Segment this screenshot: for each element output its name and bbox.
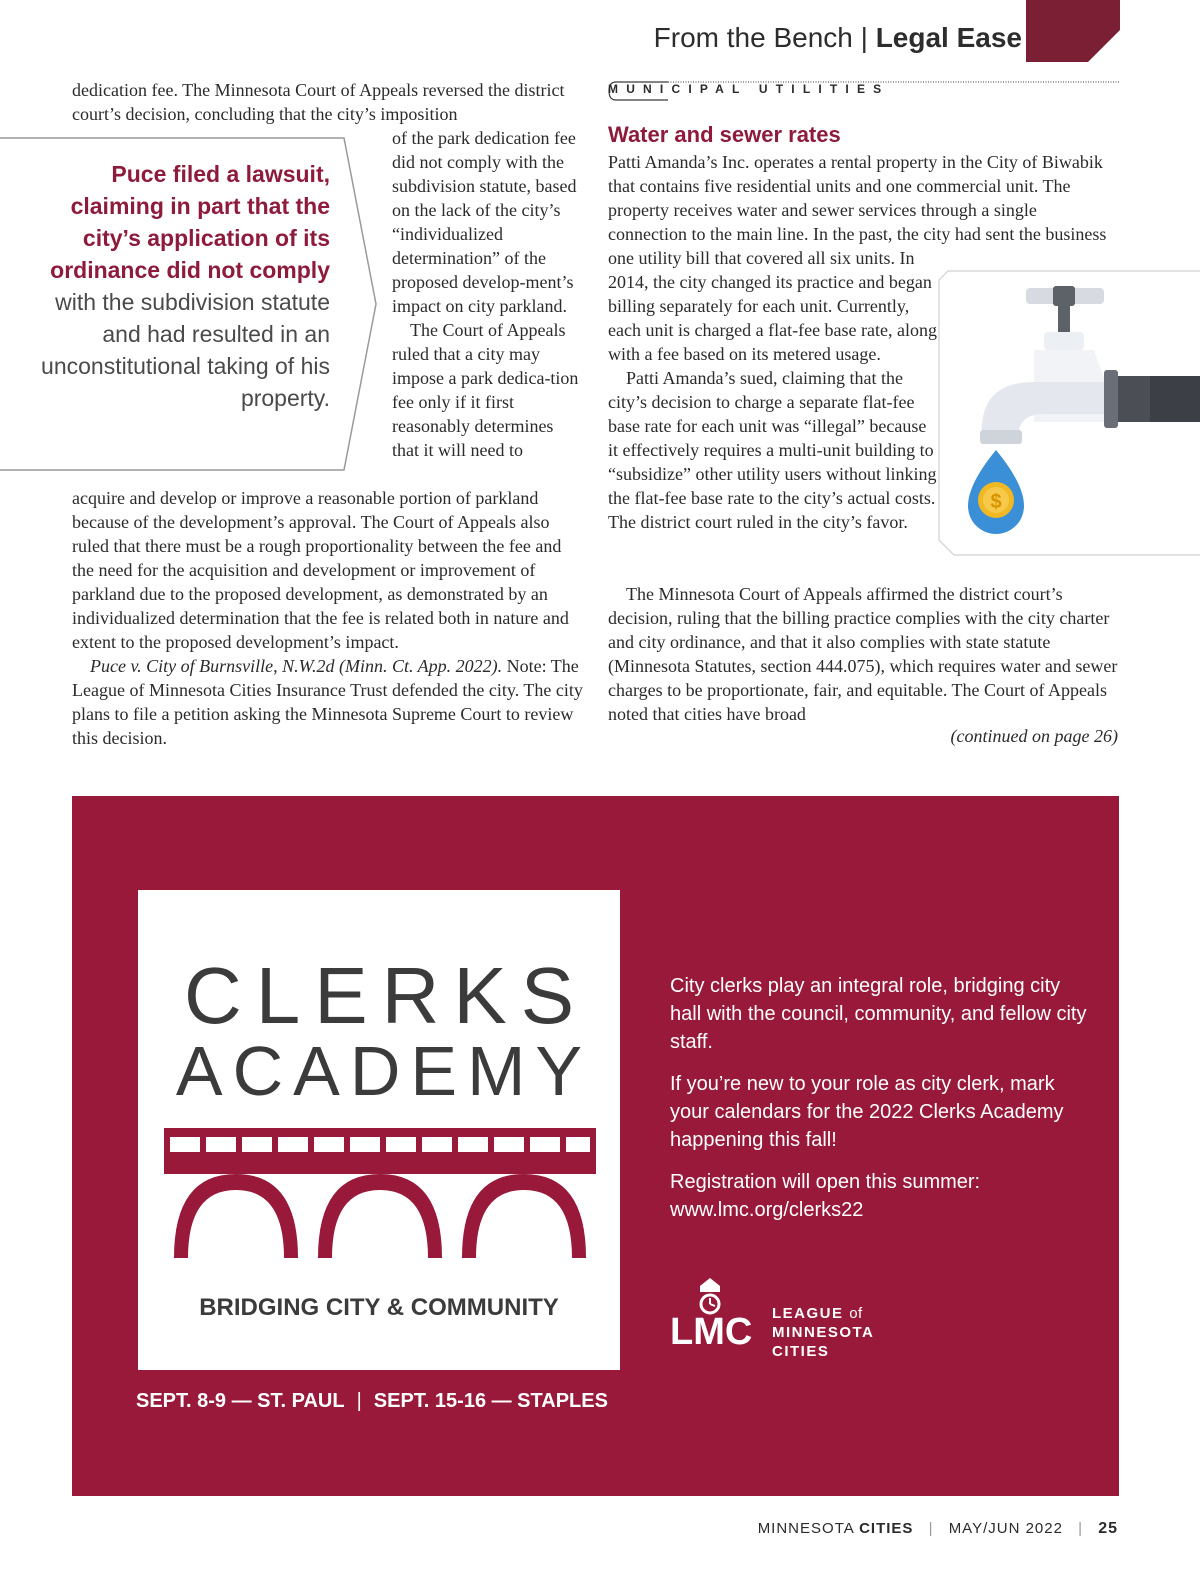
article-heading: Water and sewer rates <box>608 122 841 147</box>
article-right-bottom <box>608 582 1120 726</box>
ad-logo-card <box>138 890 620 1370</box>
svg-text:LMC: LMC <box>670 1311 753 1346</box>
ad-paragraph <box>670 1168 1090 1224</box>
article-right-top <box>608 150 1120 270</box>
footer-publication: MINNESOTA <box>757 1520 854 1537</box>
ad-registration-text: Registration will open this summer: <box>670 1171 981 1193</box>
footer-publication-bold: CITIES <box>859 1520 914 1537</box>
bridge-icon <box>164 1128 596 1258</box>
case-citation: Puce v. City of Burnsville, N.W.2d (Minn. Ct. App. 2022). <box>90 656 503 676</box>
header-tab-decoration <box>1026 0 1120 62</box>
ad-date-1: SEPT. 8-9 — ST. PAUL <box>136 1390 345 1412</box>
ad-tagline: BRIDGING CITY & COMMUNITY <box>199 1294 559 1321</box>
pull-quote-emphasis: Puce filed a lawsuit, claiming in part that the city’s application of its ordinance did not comply <box>50 161 330 283</box>
clerks-academy-ad <box>72 796 1119 1496</box>
body-paragraph: The Minnesota Court of Appeals affirmed the district court’s decision, ruling that the billing practice complies with the city charter and city ordinance, and that it also complies with state statute (Minnesota Statutes, section 444.075), which requires water and sewer charges to be proportionate, fair, and equitable. The Court of Appeals noted that cities have broad <box>608 584 1118 724</box>
header-section: From the Bench | <box>653 22 868 53</box>
ad-date-separator: | <box>356 1390 362 1412</box>
ad-paragraph: If you’re new to your role as city clerk, mark your calendars for the 2022 Clerks Academy happening this fall! <box>670 1073 1064 1151</box>
lmc-logo <box>670 1276 760 1346</box>
ad-registration-link[interactable]: www.lmc.org/clerks22 <box>670 1199 864 1221</box>
ad-title-line1: CLERKS <box>183 951 589 1040</box>
page-footer: MINNESOTA CITIES | MAY/JUN 2022 | 25 <box>757 1520 1118 1537</box>
pull-quote <box>30 158 330 414</box>
pull-quote-text: with the subdivision statute and had resulted in an unconstitutional taking of his property. <box>41 289 330 411</box>
lmc-cities: CITIES <box>772 1343 830 1360</box>
ad-dates <box>136 1390 608 1413</box>
ad-date-2: SEPT. 15-16 — STAPLES <box>373 1390 608 1412</box>
body-paragraph: acquire and develop or improve a reasonable portion of parkland because of the development’s approval. The Court of Appeals also ruled that there must be a rough proportionality between the fee and the need for the acquisition and development or improvement of parkland due to the proposed development, as demonstrated by an individualized determination that the fee is related both in nature and extent to the proposed development’s impact. <box>72 488 569 652</box>
lmc-of: of <box>849 1305 863 1322</box>
svg-text:$: $ <box>990 491 1002 513</box>
body-paragraph: The Court of Appeals ruled that a city may impose a park dedica-tion fee only if it first reasonably determines that it will need to <box>392 320 579 460</box>
lmc-wordmark <box>772 1304 874 1361</box>
ad-copy <box>670 972 1090 1238</box>
article-left-top <box>72 78 584 126</box>
page-number: 25 <box>1098 1520 1118 1537</box>
lmc-league: LEAGUE <box>772 1305 844 1322</box>
article-right-narrow <box>608 270 938 534</box>
section-label: MUNICIPAL UTILITIES <box>608 82 890 96</box>
continued-note: (continued on page 26) <box>950 726 1118 746</box>
body-paragraph <box>72 654 584 750</box>
body-paragraph: Patti Amanda’s sued, claiming that the city’s decision to charge a separate flat-fee base rate for each unit was “illegal” because it effectively requires a multi-unit building to “subsidize” other utility users without linking the flat-fee base rate to the city’s actual costs. The district court ruled in the city’s favor. <box>608 368 937 532</box>
case-note: Note: The League of Minnesota Cities Insurance Trust defended the city. The city plans to file a petition asking the Minnesota Supreme Court to review this decision. <box>72 656 583 748</box>
body-paragraph: dedication fee. The Minnesota Court of Appeals reversed the district court’s decision, concluding that the city’s imposition <box>72 80 565 124</box>
faucet-dollar-drop-icon <box>938 270 1200 556</box>
article-left-narrow <box>392 126 584 462</box>
body-paragraph: of the park dedication fee did not comply with the subdivision statute, based on the lack of the city’s “individualized determination” of the proposed develop-ment’s impact on city parkland. <box>392 128 577 316</box>
body-paragraph: Patti Amanda’s Inc. operates a rental property in the City of Biwabik that contains five residential units and one commercial unit. The property receives water and sewer services through a single connection to the main line. In the past, the city had sent the business one utility bill that covered all six units. In <box>608 152 1107 268</box>
ad-title-line2: ACADEMY <box>175 1032 593 1110</box>
header-department: Legal Ease <box>875 22 1022 53</box>
lmc-minnesota: MINNESOTA <box>772 1324 875 1341</box>
article-left-bottom <box>72 486 584 750</box>
body-paragraph: 2014, the city changed its practice and began billing separately for each unit. Currently, each unit is charged a flat-fee base rate, along with a fee based on its metered usage. <box>608 272 938 364</box>
footer-issue: MAY/JUN 2022 <box>948 1520 1063 1537</box>
running-header <box>654 22 1022 54</box>
ad-paragraph: City clerks play an integral role, bridging city hall with the council, community, and fellow city staff. <box>670 975 1087 1053</box>
